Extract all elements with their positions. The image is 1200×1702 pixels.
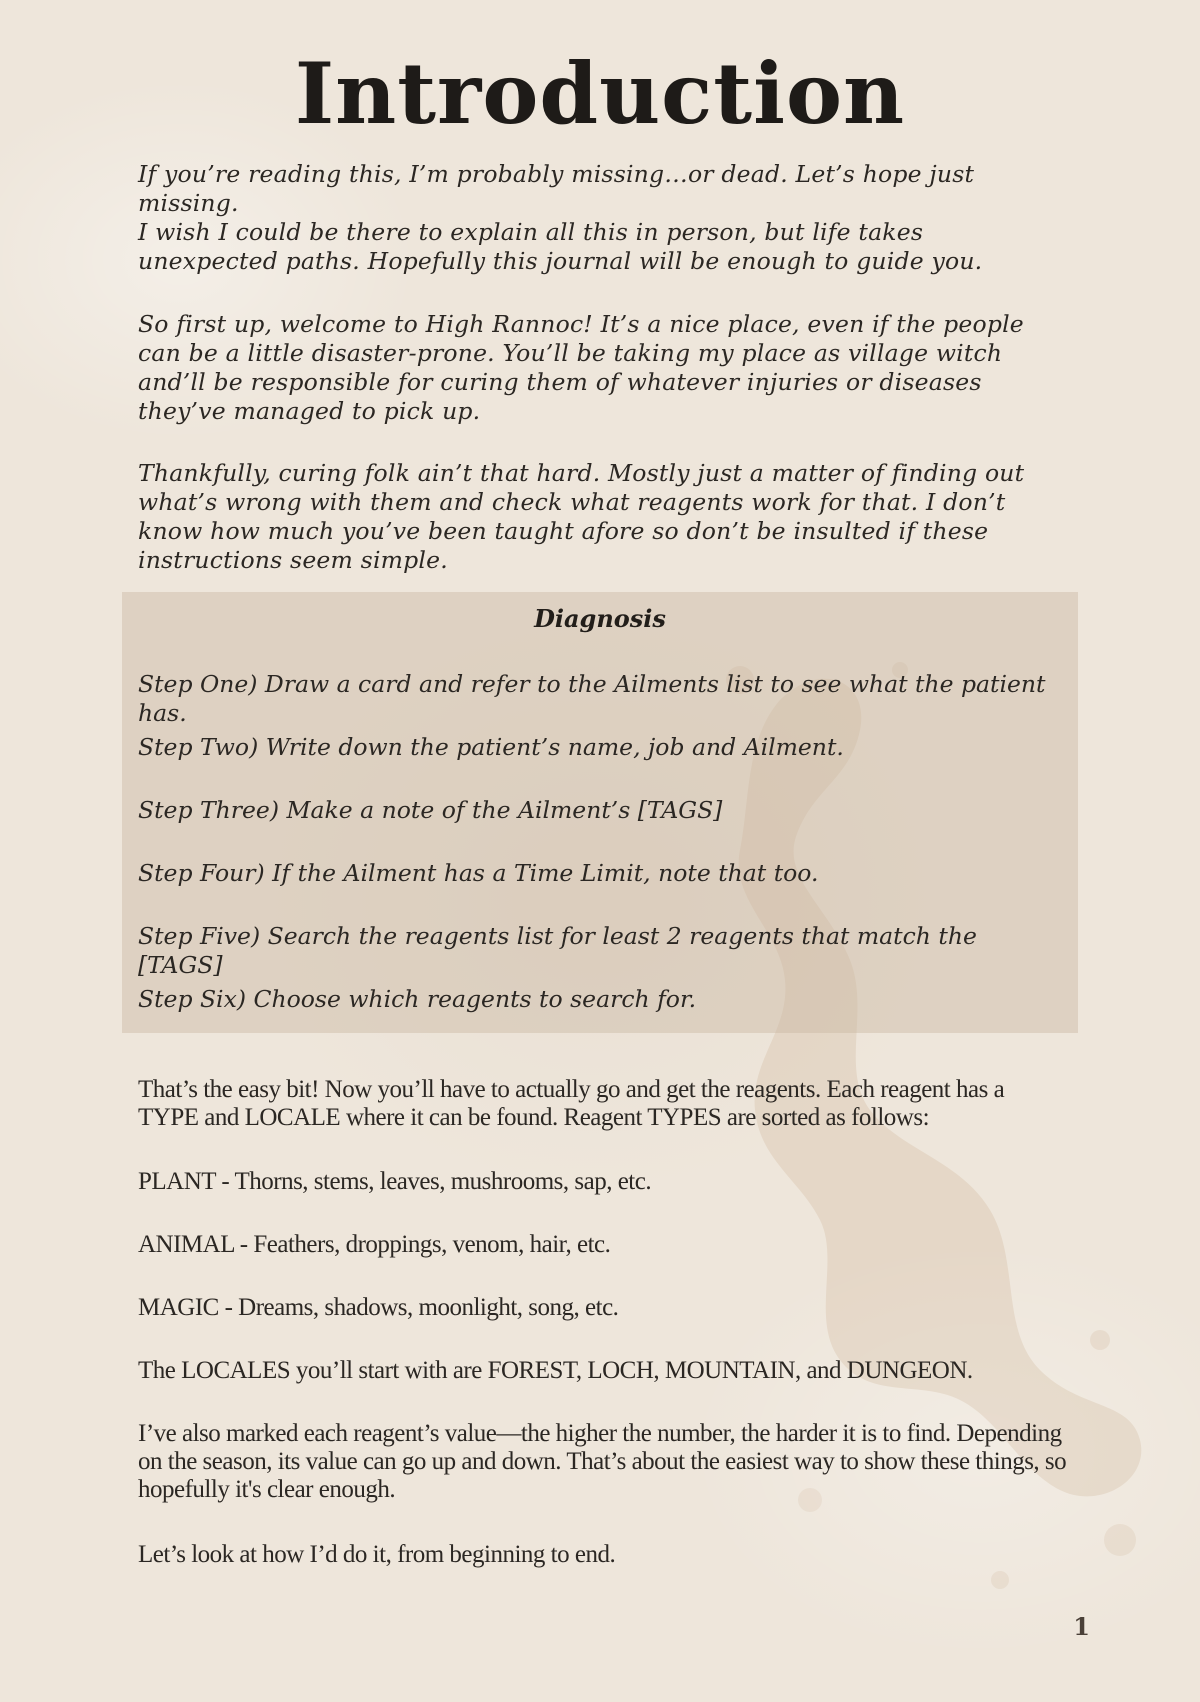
intro-paragraph-3: So first up, welcome to High Rannoc! It’s a nice place, even if the people can be a little disaster-prone. You’ll be taking my place as village witch and’ll be responsible for curing them of whatever injuries or diseases they’ve managed to pick up.	[138, 310, 1024, 425]
diagnosis-step: Step Six) Choose which reagents to search for.	[138, 985, 697, 1013]
reagent-type-animal: ANIMAL - Feathers, droppings, venom, hair, etc.	[138, 1231, 611, 1258]
diagnosis-step: Step Five) Search the reagents list for least 2 reagents that match the [TAGS]	[138, 922, 977, 979]
intro-paragraph-2: I wish I could be there to explain all this in person, but life takes unexpected paths. Hopefully this journal will be enough to guide you.	[138, 218, 983, 275]
reagent-value-paragraph: I’ve also marked each reagent’s value—the higher the number, the harder it is to find. Depending on the season, its value can go up and down. That’s about the easiest way to show these things, so hopefully it's clear enough.	[138, 1420, 1067, 1503]
page-number: 1	[1073, 1612, 1090, 1641]
reagent-type-plant: PLANT - Thorns, stems, leaves, mushrooms, sap, etc.	[138, 1168, 652, 1195]
page-title: Introduction	[294, 44, 906, 143]
diagnosis-step: Step Four) If the Ailment has a Time Limit, note that too.	[138, 859, 819, 887]
intro-paragraph-1: If you’re reading this, I’m probably missing…or dead. Let’s hope just missing.	[138, 160, 975, 217]
reagent-type-magic: MAGIC - Dreams, shadows, moonlight, song, etc.	[138, 1294, 619, 1321]
locales-paragraph: The LOCALES you’ll start with are FOREST, LOCH, MOUNTAIN, and DUNGEON.	[138, 1357, 973, 1384]
diagnosis-title: Diagnosis	[534, 604, 666, 633]
closing-paragraph: Let’s look at how I’d do it, from beginning to end.	[138, 1541, 616, 1568]
diagnosis-step: Step Three) Make a note of the Ailment’s [TAGS]	[138, 796, 723, 824]
intro-paragraph-4: Thankfully, curing folk ain’t that hard. Mostly just a matter of finding out what’s wrong with them and check what reagents work for that. I don’t know how much you’ve been taught afore so don’t be insulted if these instructions seem simple.	[138, 459, 1025, 574]
diagnosis-step: Step One) Draw a card and refer to the Ailments list to see what the patient has.	[138, 670, 1046, 727]
diagnosis-step: Step Two) Write down the patient’s name, job and Ailment.	[138, 733, 844, 761]
reagents-paragraph-intro: That’s the easy bit! Now you’ll have to actually go and get the reagents. Each reagent has a TYPE and LOCALE where it can be found. Reagent TYPES are sorted as follows:	[138, 1076, 1005, 1131]
